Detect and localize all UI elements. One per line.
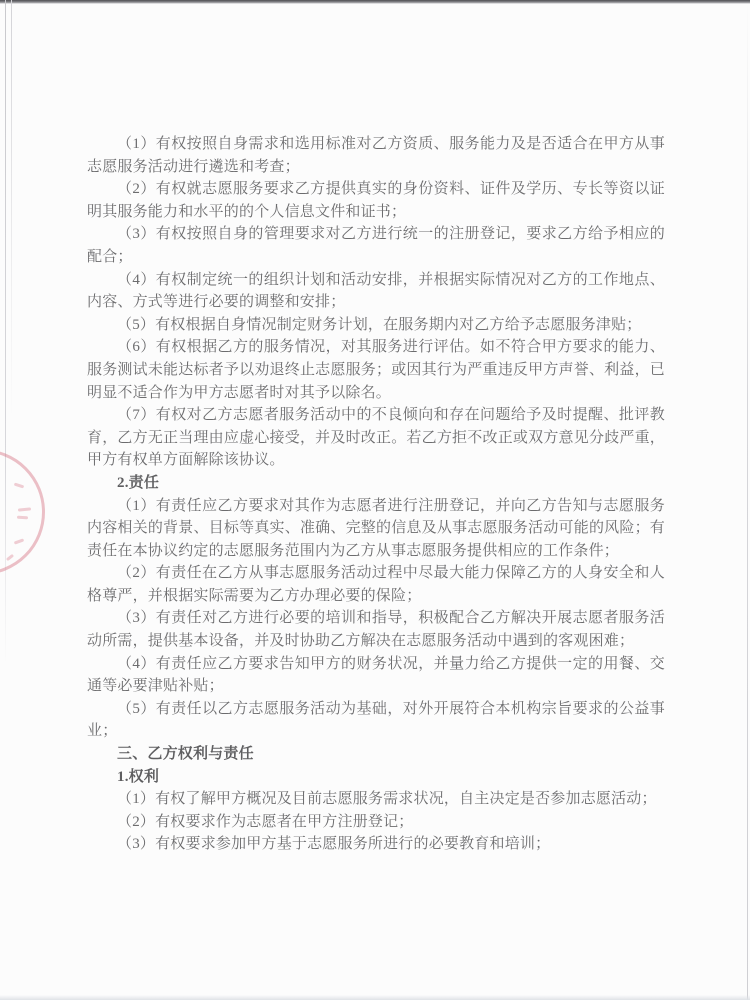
party-b-right-1: （1）有权了解甲方概况及目前志愿服务需求状况，自主决定是否参加志愿活动； xyxy=(117,791,657,808)
scan-edge-bottom xyxy=(0,995,750,1000)
party-a-duty-1: （1）有责任应乙方要求对其作为志愿者进行注册登记，并向乙方告知与志愿服务内容相关的背景、目标等真实、准确、完整的信息及从事志愿服务活动可能的风险；有责任在本协议约定的志愿服务范围内为乙方从事志愿服务提供相应的工作条件； xyxy=(87,497,665,559)
seal-glyph-mark xyxy=(18,507,31,511)
seal-glyph-mark xyxy=(6,554,14,561)
party-a-duty-3: （3）有责任对乙方进行必要的培训和指导，积极配合乙方解决开展志愿者服务活动所需，提供基本设备，并及时协助乙方解决在志愿服务活动中遇到的客观困难； xyxy=(87,610,665,650)
party-a-right-5: （5）有权根据自身情况制定财务计划，在服务期内对乙方给予志愿服务津贴； xyxy=(117,316,642,333)
party-a-right-2: （2）有权就志愿服务要求乙方提供真实的身份资料、证件及学历、专长等资以证明其服务能力和水平的的个人信息文件和证书； xyxy=(87,181,665,220)
seal-glyph-mark xyxy=(14,538,24,544)
party-a-duty-5: （5）有责任以乙方志愿服务活动为基础，对外开展符合本机构宗旨要求的公益事业； xyxy=(87,700,665,740)
party-a-right-6: （6）有权根据乙方的服务情况，对其服务进行评估。如不符合甲方要求的能力、服务测试未能达标者予以劝退终止志愿服务；或因其行为严重违反甲方声誉、利益，已明显不适合作为甲方志愿者时对其予以除名。 xyxy=(87,339,665,401)
party-a-right-3: （3）有权按照自身的管理要求对乙方进行统一的注册登记，要求乙方给予相应的配合； xyxy=(87,226,665,265)
contract-text-block xyxy=(87,133,665,856)
party-b-right-3: （3）有权要求参加甲方基于志愿服务所进行的必要教育和培训； xyxy=(117,836,551,853)
scan-edge-left-secondary xyxy=(11,0,12,420)
red-seal-partial-icon xyxy=(0,449,45,575)
scan-edge-top xyxy=(0,0,750,4)
heading-party-b-rights: 1.权利 xyxy=(117,768,160,785)
party-a-right-4: （4）有权制定统一的组织计划和活动安排，并根据实际情况对乙方的工作地点、内容、方式等进行必要的调整和安排； xyxy=(87,271,665,311)
party-a-right-1: （1）有权按照自身需求和选用标准对乙方资质、服务能力及是否适合在甲方从事志愿服务活动进行遴选和考查； xyxy=(87,136,665,175)
party-b-right-2: （2）有权要求作为志愿者在甲方注册登记； xyxy=(117,813,414,830)
party-a-right-7: （7）有权对乙方志愿者服务活动中的不良倾向和存在问题给予及时提醒、批评教育，乙方无正当理由应虚心接受，并及时改正。若乙方拒不改正或双方意见分歧严重，甲方有权单方面解除该协议。 xyxy=(87,407,665,469)
heading-party-b-section: 三、乙方权利与责任 xyxy=(117,746,254,763)
heading-party-a-duties: 2.责任 xyxy=(117,474,160,491)
party-a-duty-2: （2）有责任在乙方从事志愿服务活动过程中尽最大能力保障乙方的人身安全和人格尊严，并根据实际需要为乙方办理必要的保险； xyxy=(87,565,665,604)
party-a-duty-4: （4）有责任应乙方要求告知甲方的财务状况，并量力给乙方提供一定的用餐、交通等必要津贴补贴； xyxy=(87,655,665,695)
seal-glyph-mark xyxy=(14,483,24,489)
scan-edge-right xyxy=(747,0,748,1000)
seal-glyph-mark xyxy=(17,516,28,520)
